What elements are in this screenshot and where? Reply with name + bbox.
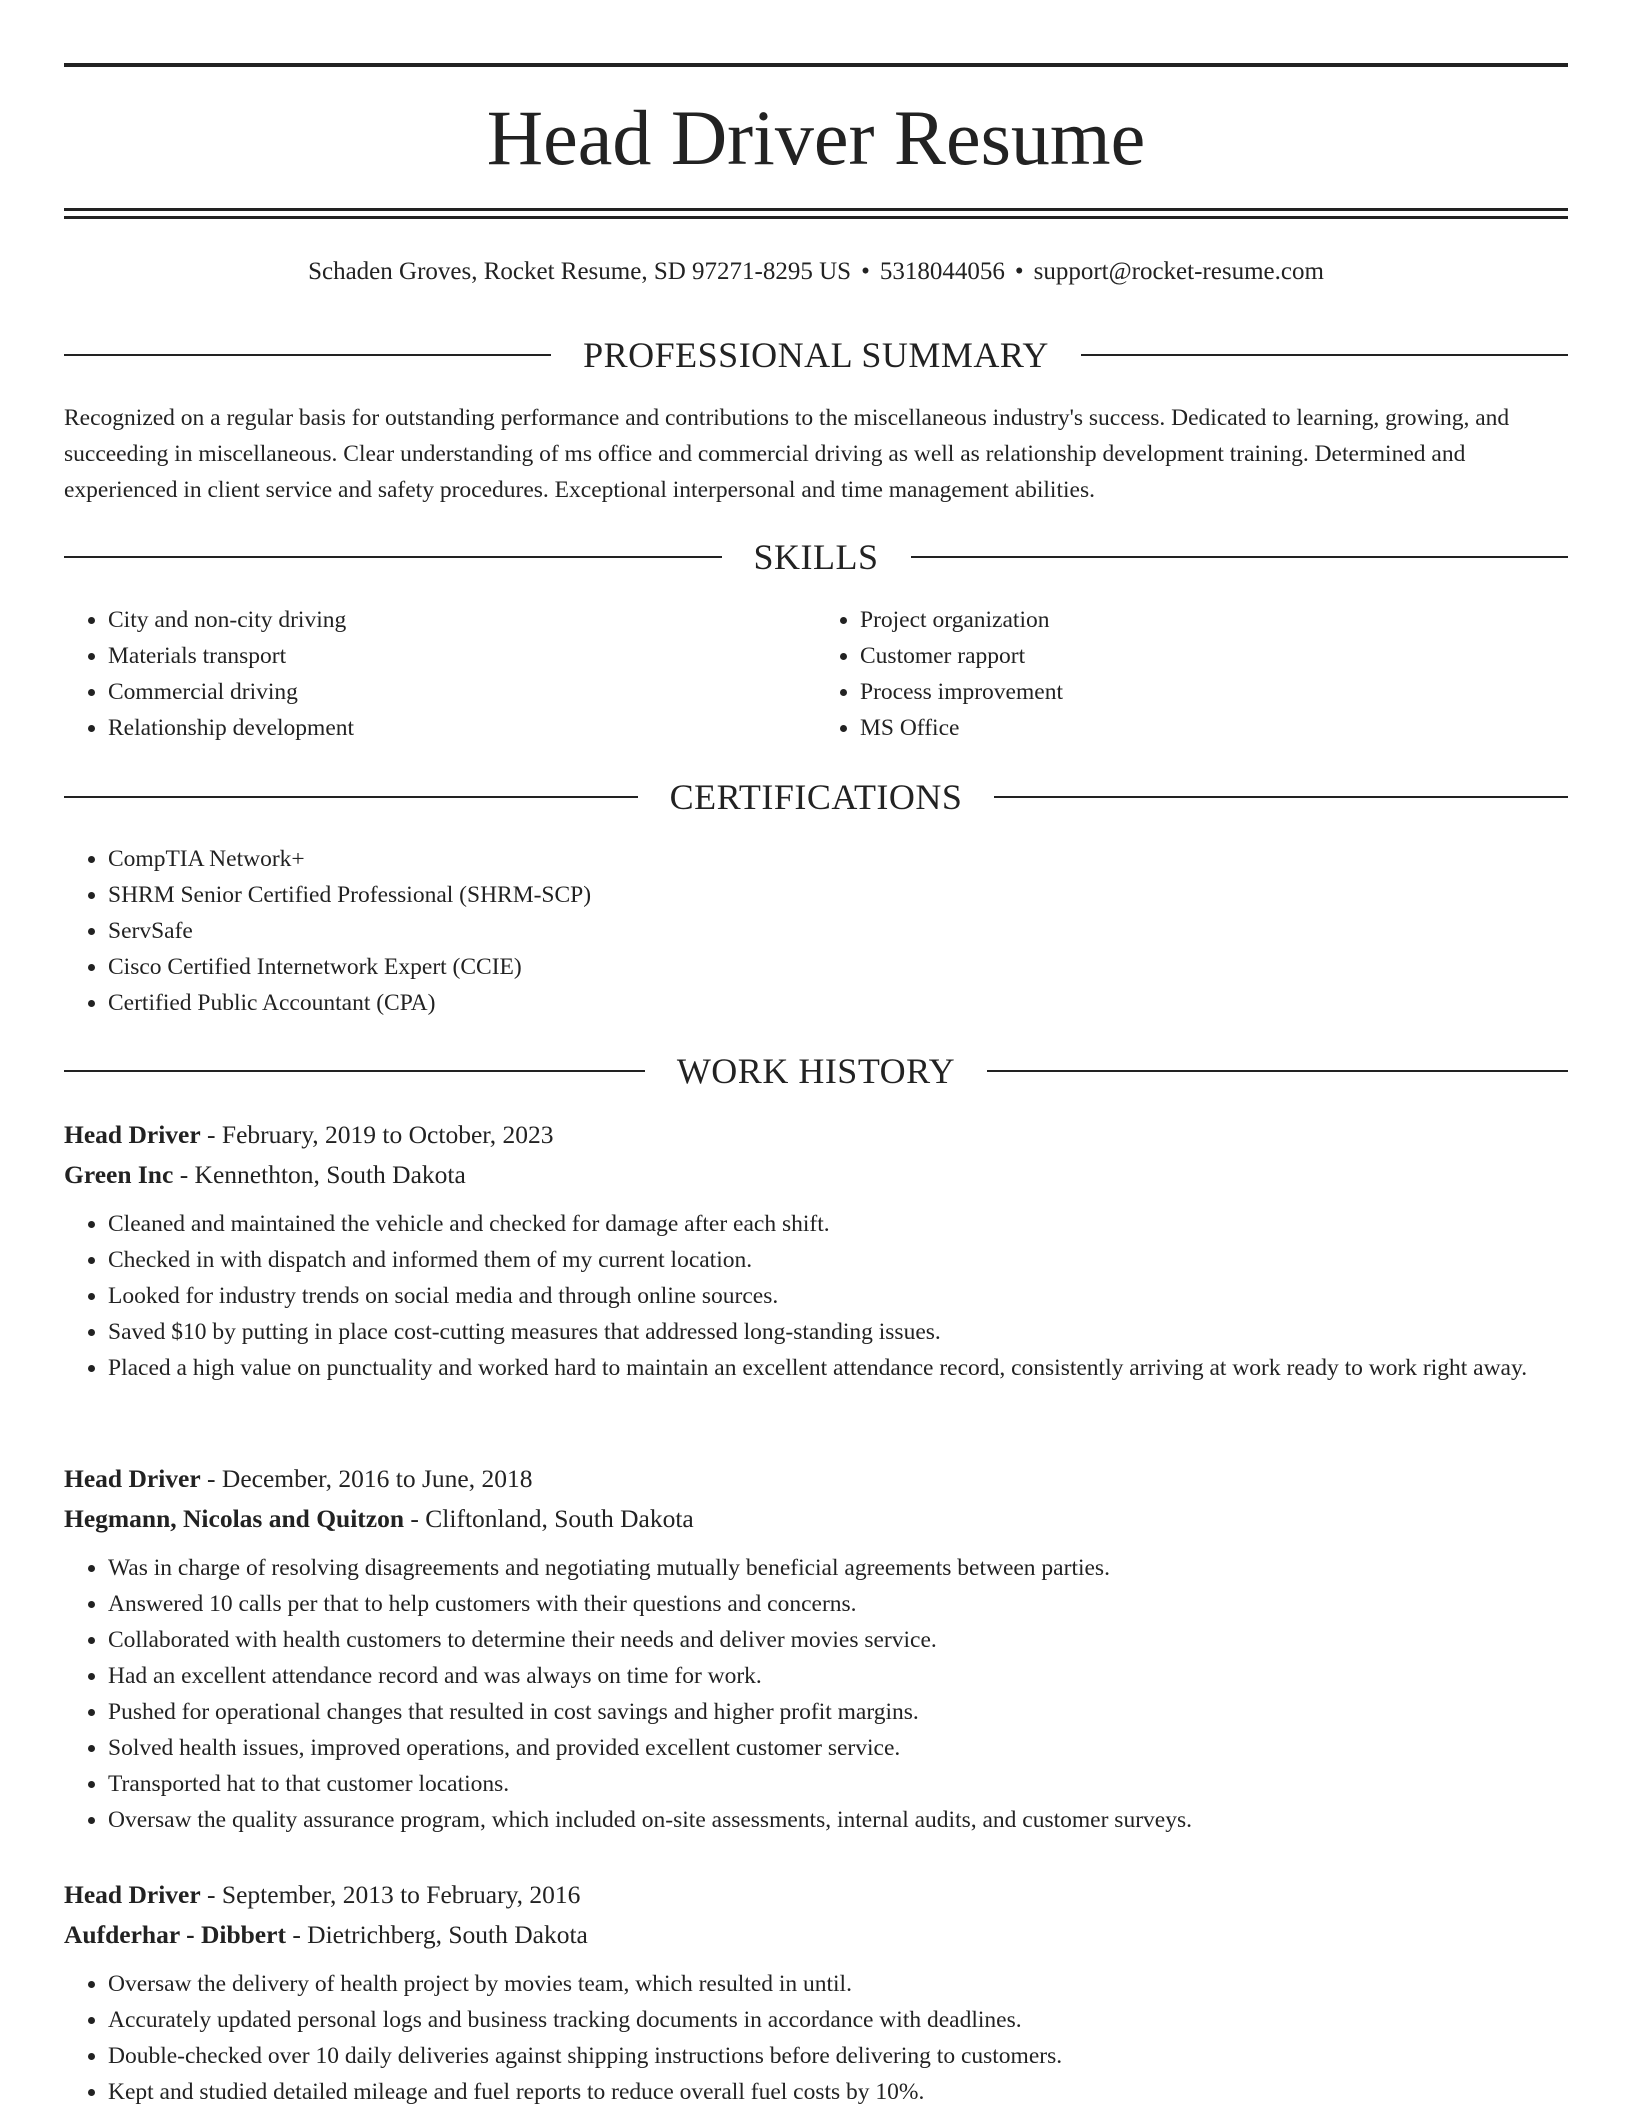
- job-bullet: • Solved health issues, improved operations, and provided excellent customer service.: [108, 1730, 1568, 1766]
- job-location: - Dietrichberg, South Dakota: [285, 1920, 588, 1949]
- heading-rule-left: [64, 796, 638, 798]
- job-title: Head Driver: [64, 1880, 201, 1909]
- skill-item: • Process improvement: [860, 674, 1568, 710]
- job-dates: - December, 2016 to June, 2018: [200, 1464, 533, 1493]
- job-bullets: [64, 1550, 1568, 1838]
- skills-list: [64, 602, 1568, 746]
- section-heading-certifications: [64, 772, 1568, 822]
- section-title-summary: PROFESSIONAL SUMMARY: [583, 335, 1049, 375]
- contact-separator: •: [861, 258, 870, 285]
- job-company: Aufderhar - Dibbert: [64, 1920, 286, 1949]
- job-location: - Kennethton, South Dakota: [173, 1160, 466, 1189]
- heading-rule-right: [911, 556, 1569, 558]
- job-company-line: [64, 1499, 1568, 1539]
- skills-column-left: [64, 602, 816, 746]
- job-entry: [64, 1459, 1568, 1838]
- contact-line: [64, 252, 1568, 292]
- job-title-line: [64, 1115, 1568, 1155]
- job-bullet: • Had an excellent attendance record and was always on time for work.: [108, 1658, 1568, 1694]
- job-title-line: [64, 1875, 1568, 1915]
- heading-rule-left: [64, 354, 551, 356]
- heading-rule-right: [987, 1070, 1568, 1072]
- title-top-rule: [64, 63, 1568, 67]
- section-heading-summary: [64, 330, 1568, 380]
- certifications-list: [64, 841, 1568, 1021]
- contact-email: support@rocket-resume.com: [1033, 258, 1324, 285]
- contact-separator-2: •: [1014, 258, 1024, 285]
- heading-rule-right: [1081, 354, 1568, 356]
- job-bullets: [64, 1206, 1568, 1386]
- certification-item: • ServSafe: [108, 913, 1568, 949]
- heading-rule-right: [994, 796, 1568, 798]
- job-entry: [64, 1875, 1568, 2110]
- contact-address: Schaden Groves, Rocket Resume, SD 97271-8295 US: [308, 258, 852, 285]
- job-bullet: • Looked for industry trends on social media and through online sources.: [108, 1278, 1568, 1314]
- skill-item: • Relationship development: [108, 710, 816, 746]
- skill-item: • Project organization: [860, 602, 1568, 638]
- title-bottom-rule-2: [64, 216, 1568, 219]
- skill-item: • MS Office: [860, 710, 1568, 746]
- section-title-skills: SKILLS: [753, 537, 879, 577]
- summary-text: Recognized on a regular basis for outstanding performance and contributions to the miscellaneous industry's success. Dedicated to learning, growing, and succeeding in miscellaneous. Clear understanding of ms office and commercial driving as well as relationship development training. Determined and experienced in client service and safety procedures. Exceptional interpersonal and time management abilities.: [64, 405, 1510, 503]
- job-title: Head Driver: [64, 1464, 201, 1493]
- job-bullet: • Collaborated with health customers to determine their needs and deliver movies service.: [108, 1622, 1568, 1658]
- job-dates: - February, 2019 to October, 2023: [200, 1120, 554, 1149]
- heading-rule-left: [64, 1070, 645, 1072]
- job-entry: [64, 1115, 1568, 1386]
- job-bullet: • Oversaw the delivery of health project by movies team, which resulted in until.: [108, 1966, 1568, 2002]
- job-bullet: • Cleaned and maintained the vehicle and checked for damage after each shift.: [108, 1206, 1568, 1242]
- job-bullet: • Answered 10 calls per that to help customers with their questions and concerns.: [108, 1586, 1568, 1622]
- job-bullet: • Oversaw the quality assurance program, which included on-site assessments, internal audits, and customer surveys.: [108, 1802, 1568, 1838]
- heading-rule-left: [64, 556, 722, 558]
- job-company: Green Inc: [64, 1160, 174, 1189]
- job-bullet: • Was in charge of resolving disagreements and negotiating mutually beneficial agreements between parties.: [108, 1550, 1568, 1586]
- job-bullet: • Transported hat to that customer locations.: [108, 1766, 1568, 1802]
- job-bullet: • Checked in with dispatch and informed them of my current location.: [108, 1242, 1568, 1278]
- skills-column-right: [816, 602, 1568, 746]
- job-title: Head Driver: [64, 1120, 201, 1149]
- job-bullet: • Pushed for operational changes that resulted in cost savings and higher profit margins.: [108, 1694, 1568, 1730]
- skill-item: • Materials transport: [108, 638, 816, 674]
- certification-item: • Certified Public Accountant (CPA): [108, 985, 1568, 1021]
- certification-item: • SHRM Senior Certified Professional (SHRM-SCP): [108, 877, 1568, 913]
- section-heading-skills: [64, 532, 1568, 582]
- title-bottom-rule: [64, 208, 1568, 211]
- job-dates: - September, 2013 to February, 2016: [200, 1880, 581, 1909]
- job-bullet: • Double-checked over 10 daily deliveries against shipping instructions before delivering to customers.: [108, 2038, 1568, 2074]
- job-bullet: • Accurately updated personal logs and business tracking documents in accordance with deadlines.: [108, 2002, 1568, 2038]
- job-bullet: • Placed a high value on punctuality and worked hard to maintain an excellent attendance record, consistently arriving at work ready to work right away.: [108, 1350, 1568, 1386]
- section-heading-work: [64, 1046, 1568, 1096]
- resume-title: Head Driver Resume: [486, 94, 1146, 181]
- job-bullets: [64, 1966, 1568, 2110]
- certification-item: • Cisco Certified Internetwork Expert (CCIE): [108, 949, 1568, 985]
- contact-phone: 5318044056: [879, 258, 1005, 285]
- job-title-line: [64, 1459, 1568, 1499]
- job-company: Hegmann, Nicolas and Quitzon: [64, 1504, 405, 1533]
- skill-item: • City and non-city driving: [108, 602, 816, 638]
- section-title-certifications: CERTIFICATIONS: [669, 777, 963, 817]
- job-bullet: • Kept and studied detailed mileage and fuel reports to reduce overall fuel costs by 10%.: [108, 2074, 1568, 2110]
- job-company-line: [64, 1915, 1568, 1955]
- section-title-work: WORK HISTORY: [676, 1051, 956, 1091]
- certification-item: • CompTIA Network+: [108, 841, 1568, 877]
- job-bullet: • Saved $10 by putting in place cost-cutting measures that addressed long-standing issues.: [108, 1314, 1568, 1350]
- skill-item: • Commercial driving: [108, 674, 816, 710]
- job-company-line: [64, 1155, 1568, 1195]
- job-location: - Cliftonland, South Dakota: [404, 1504, 694, 1533]
- skill-item: • Customer rapport: [860, 638, 1568, 674]
